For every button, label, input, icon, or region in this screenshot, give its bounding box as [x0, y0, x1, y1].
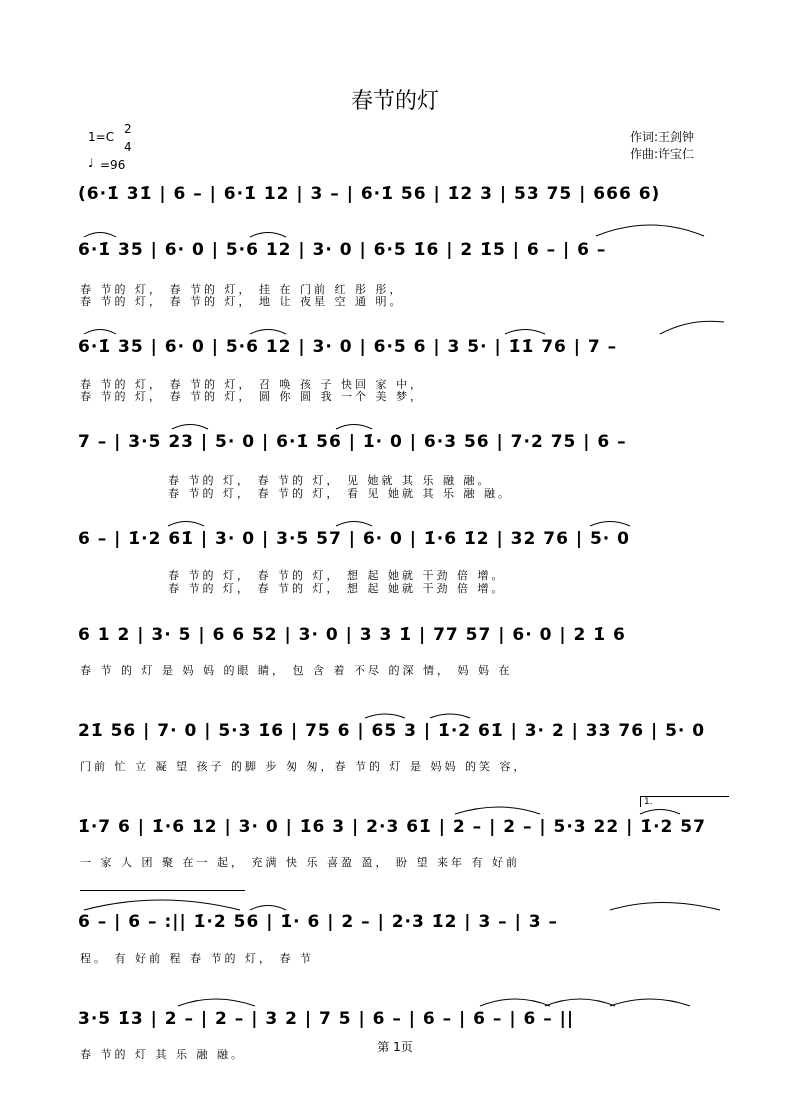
slur-mark	[590, 522, 630, 527]
lyric-line: 一 家 人 团 聚 在一 起， 充满 快 乐 喜盈 盈， 盼 望 来年 有 好前	[80, 856, 520, 869]
page-number: 第 1页	[377, 1040, 413, 1054]
slur-mark	[480, 999, 550, 1006]
slur-mark	[545, 999, 615, 1006]
lyric-line: 春 节的 灯， 春 节的 灯， 想 起 她就 干劲 倍 增。	[168, 569, 506, 582]
lyric-line: 程。 有 好前 程 春 节的 灯， 春 节	[80, 952, 314, 965]
notation-line: 7 – | 3·5 23 | 5· 0 | 6·1̇ 56 | 1̇· 0 | 6·3 56 | 7·2 75 | 6 –	[78, 432, 627, 452]
time-signature-bottom: 4	[124, 140, 132, 154]
slur-mark	[336, 522, 372, 527]
notation-line: 6·1̇ 35 | 6· 0 | 5·6 12 | 3· 0 | 6·5 6 | 3 5· | 1̇1̇ 76 | 7 –	[78, 337, 618, 357]
slur-mark	[455, 807, 540, 814]
slur-mark	[610, 999, 690, 1006]
lyric-line: 春 节的 灯， 春 节的 灯， 地 让 夜星 空 通 明。	[80, 295, 404, 308]
notation-line: 1̇·7 6 | 1̇·6 12 | 3· 0 | 1̇6 3 | 2·3 61̇ | 2 – | 2 – | 5·3 22 | 1̇·2 57	[78, 817, 706, 837]
volta-bracket: 1.	[640, 796, 729, 807]
lyric-line: 门前 忙 立 凝 望 孩子 的脚 步 匆 匆，春 节的 灯 是 妈妈 的笑 容，	[80, 760, 528, 773]
slur-mark	[336, 425, 372, 430]
time-signature-top: 2	[124, 122, 132, 136]
notation-line: 6 – | 1̇·2 61̇ | 3· 0 | 3·5 57 | 6· 0 | 1̇·6 1̇2 | 32 76 | 5· 0	[78, 529, 630, 549]
slur-mark	[250, 906, 286, 911]
slur-mark	[596, 225, 704, 236]
slur-mark	[365, 714, 405, 718]
slur-mark	[168, 522, 204, 527]
slur-mark	[84, 233, 116, 238]
slur-mark	[250, 233, 286, 238]
quarter-note-icon: ♩	[88, 156, 94, 170]
lyric-line: 春 节的 灯， 春 节的 灯， 见 她就 其 乐 融 融。	[168, 474, 492, 487]
page-title: 春节的灯	[350, 89, 439, 114]
slur-mark	[430, 714, 470, 718]
notation-line: 3·5 1̇3 | 2 – | 2 – | 3 2 | 7 5 | 6 – | 6 – | 6 – | 6 – ||	[78, 1009, 575, 1029]
notation-line: 21̇ 56 | 7· 0 | 5·3 1̇6 | 75 6 | 65 3 | 1̇·2 61̇ | 3· 2 | 33 76 | 5· 0	[78, 721, 706, 741]
slur-mark	[178, 999, 255, 1006]
lyric-line: 春 节的 灯， 春 节的 灯， 看 见 她就 其 乐 融 融。	[168, 487, 512, 500]
slur-mark	[84, 330, 116, 335]
lyric-line: 春 节的 灯， 春 节的 灯， 召 唤 孩 子 快回 家 中，	[80, 378, 424, 391]
tempo-marking: =96	[100, 158, 126, 172]
notation-line: (6·1̇ 31̇ | 6 – | 6·1̇ 12 | 3 – | 6·1̇ 56 | 1̇2 3 | 53 75 | 666 6)	[78, 184, 661, 204]
slur-mark	[250, 330, 286, 335]
slur-mark	[660, 321, 724, 334]
lyric-line: 春 节的 灯， 春 节的 灯， 想 起 她就 干劲 倍 增。	[168, 582, 506, 595]
notation-line: 6 1 2 | 3· 5 | 6 6 52 | 3· 0 | 3 3 1̇ | 77 57 | 6· 0 | 2 1̇ 6	[78, 625, 626, 645]
lyric-line: 春 节的 灯， 春 节的 灯， 圆 你 圆 我 一个 美 梦，	[80, 390, 424, 403]
notation-line: 6 – | 6 – :|| 1̇·2 56 | 1̇· 6 | 2 – | 2·3 1̇2 | 3 – | 3 –	[78, 912, 558, 932]
composer-credit: 作曲:许宝仁	[630, 147, 695, 161]
slur-mark	[640, 810, 680, 815]
lyric-line: 春 节 的 灯 是 妈 妈 的眼 睛， 包 含 着 不尽 的深 情， 妈 妈 在	[80, 664, 513, 677]
lyricist-credit: 作词:王剑钟	[630, 130, 695, 144]
lyric-line: 春 节的 灯， 春 节的 灯， 挂 在 门前 红 彤 彤，	[80, 283, 404, 296]
lyric-line: 春 节的 灯 其 乐 融 融。	[80, 1048, 245, 1061]
slur-mark	[172, 425, 208, 430]
slur-mark	[505, 330, 545, 335]
slur-mark	[84, 900, 240, 910]
key-signature: 1=C	[88, 130, 115, 144]
notation-line: 6·1̇ 35 | 6· 0 | 5·6 12 | 3· 0 | 6·5 1̇6 | 2 1̇5 | 6 – | 6 –	[78, 240, 607, 260]
slur-mark	[610, 903, 720, 911]
